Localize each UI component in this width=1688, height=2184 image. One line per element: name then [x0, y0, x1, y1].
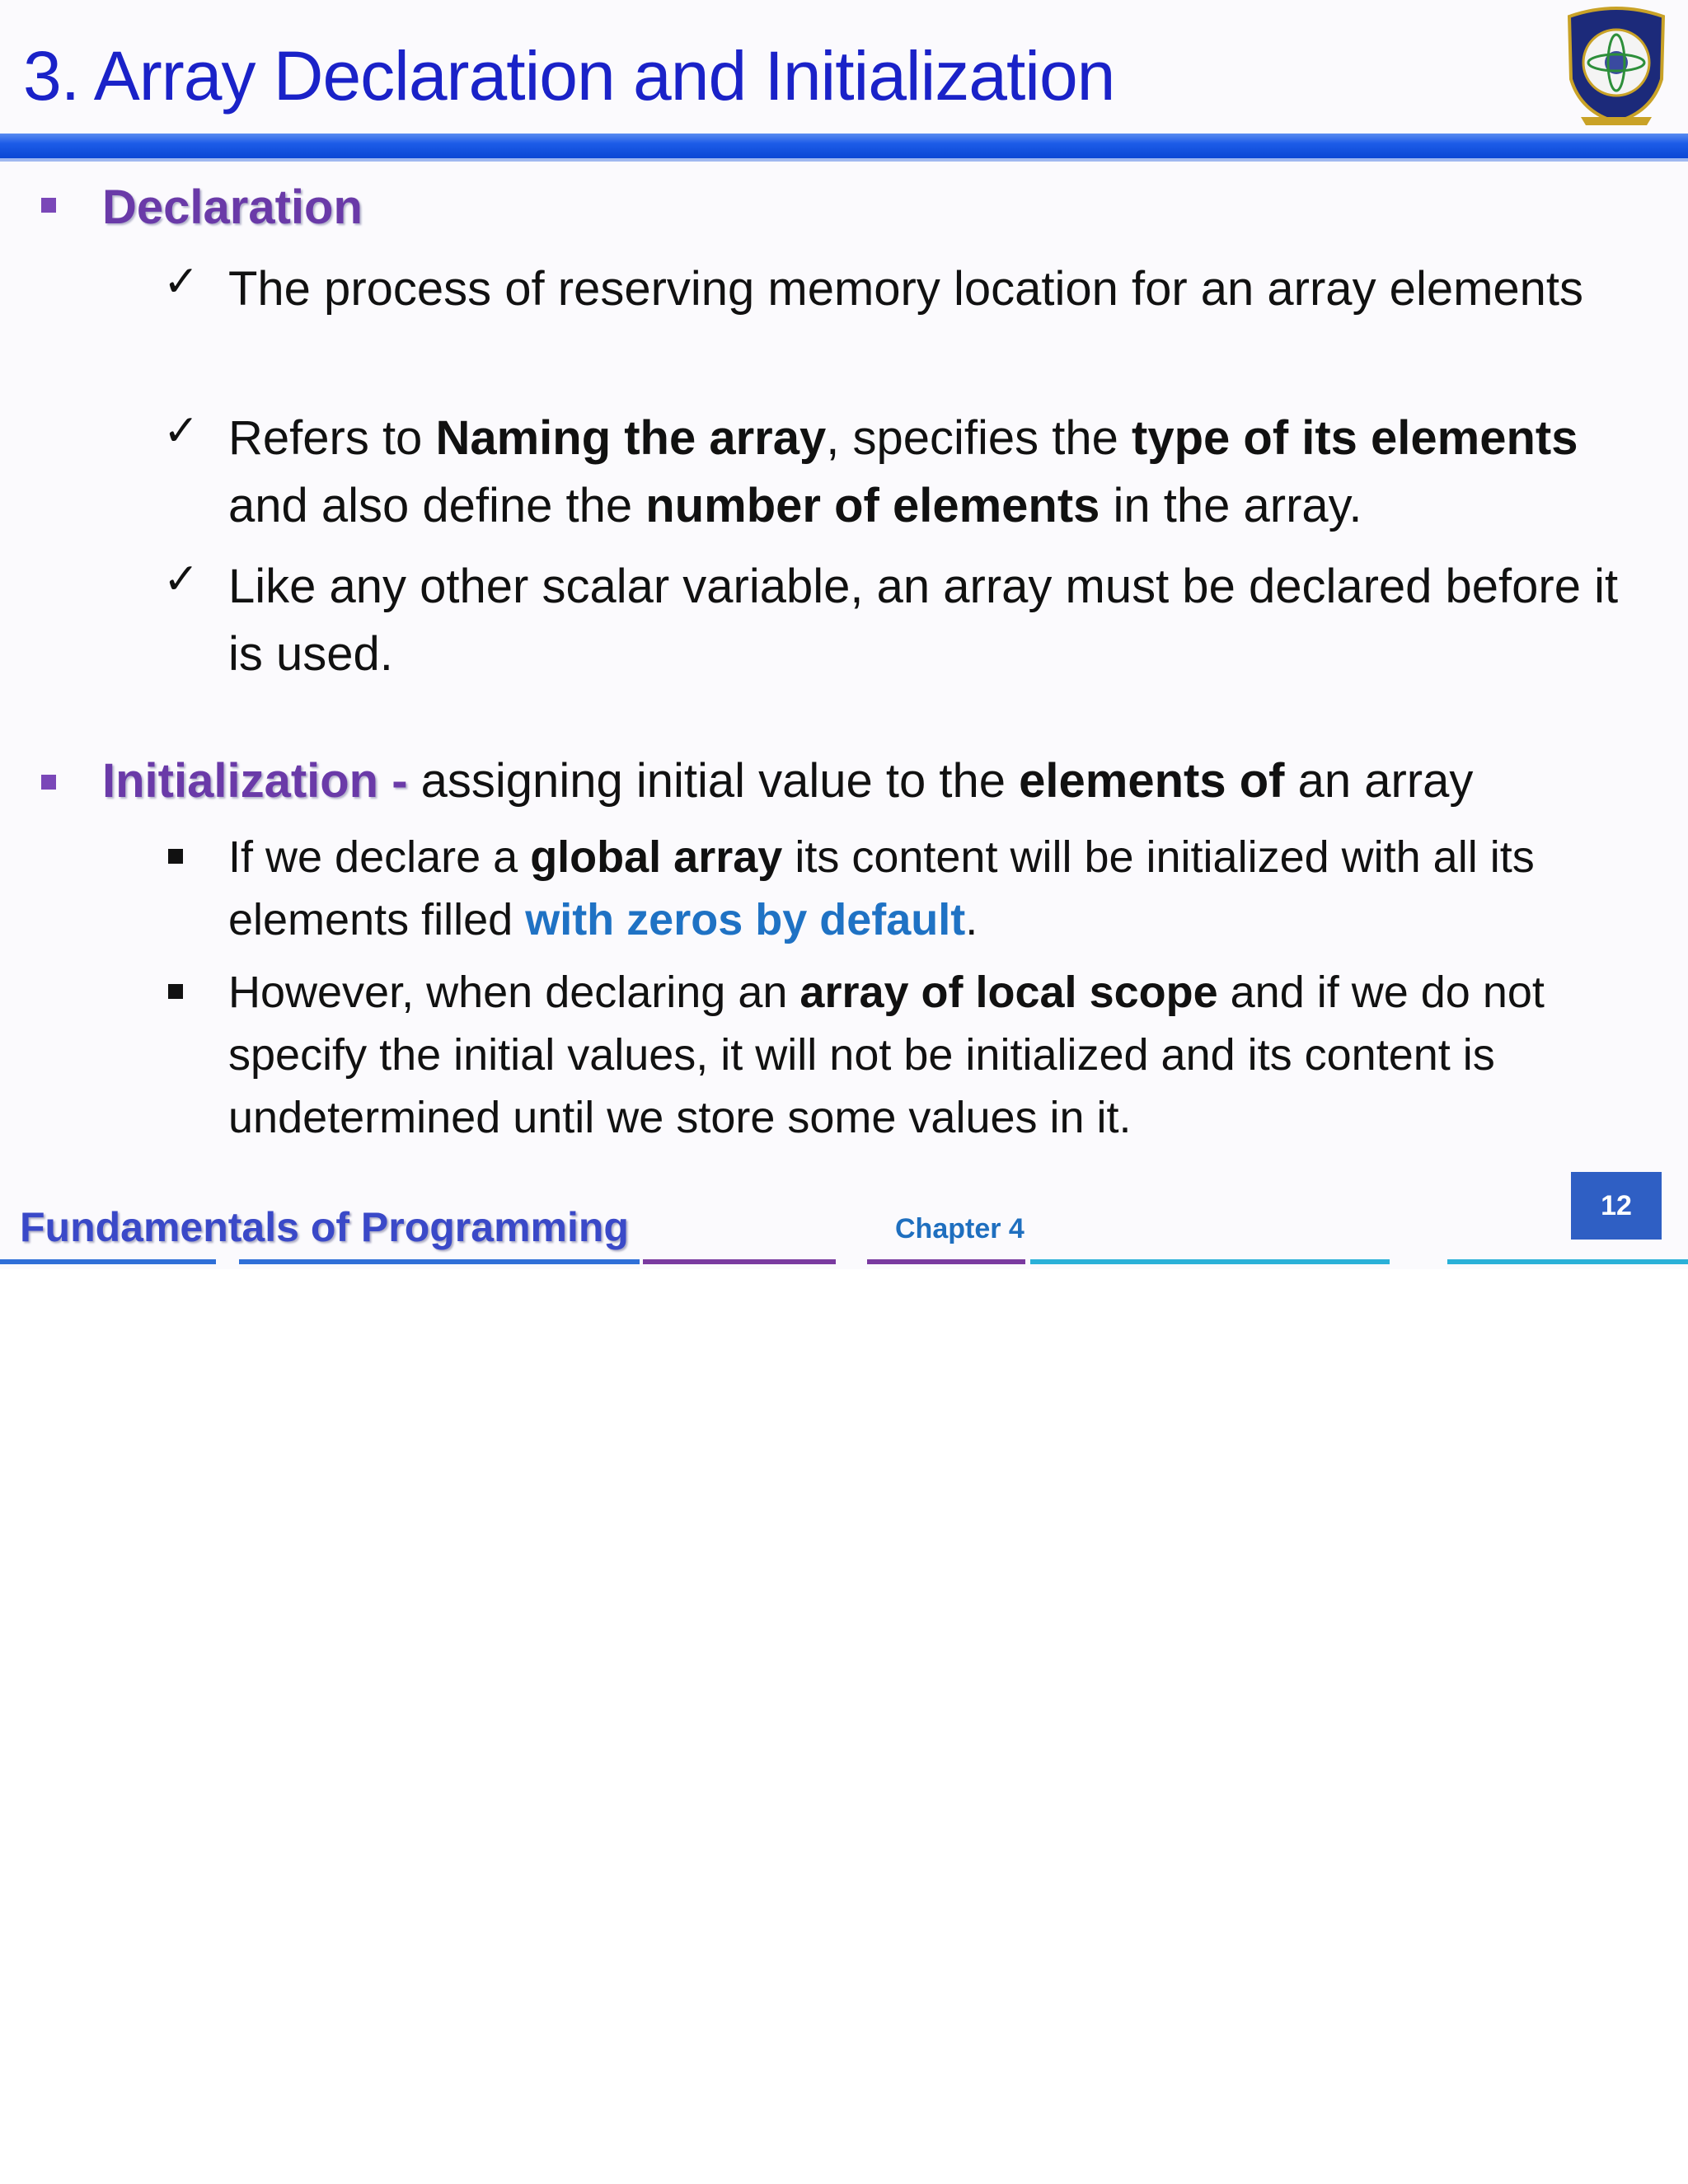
body-text: and also define the	[228, 479, 646, 532]
square-bullet-icon	[168, 849, 183, 864]
section-bullet	[41, 775, 56, 790]
initialization-intro-pre: assigning initial value to the	[407, 754, 1020, 808]
footer-line	[239, 1259, 640, 1264]
body-text: its content will be initialized with all its elements filled	[228, 832, 1535, 944]
university-crest-icon	[1561, 5, 1672, 129]
declaration-item	[228, 405, 1646, 540]
body-text: .	[965, 895, 978, 944]
footer-course-title: Fundamentals of Programming	[20, 1204, 629, 1250]
highlight-text: with zeros by default	[525, 895, 966, 944]
title-bar-underline	[0, 158, 1688, 162]
emphasis-text: number of elements	[645, 479, 1100, 532]
emphasis-text: Naming the array	[435, 411, 827, 465]
initialization-item	[228, 961, 1646, 1149]
body-text: and if we do not specify the initial values, it will not be initialized and its content is undetermined until we store some values in it.	[228, 968, 1545, 1142]
initialization-line	[102, 753, 1473, 808]
footer-line	[1447, 1259, 1688, 1264]
initialization-heading: Initialization -	[102, 754, 408, 808]
body-text: in the array.	[1100, 479, 1362, 532]
footer-chapter: Chapter 4	[895, 1213, 1025, 1244]
body-text: The process of reserving memory location for an array elements	[228, 262, 1584, 316]
section-bullet	[41, 198, 56, 213]
footer-line	[867, 1259, 1025, 1264]
emphasis-text: array of local scope	[799, 968, 1218, 1017]
check-icon: ✓	[163, 555, 199, 604]
square-bullet-icon	[168, 984, 183, 999]
initialization-intro-post: an array	[1284, 754, 1474, 808]
emphasis-text: type of its elements	[1132, 411, 1578, 465]
check-icon: ✓	[163, 257, 199, 307]
declaration-heading: Declaration	[102, 180, 363, 234]
check-icon: ✓	[163, 406, 199, 456]
body-text: If we declare a	[228, 832, 531, 882]
title-bar	[0, 134, 1688, 158]
footer-line	[643, 1259, 836, 1264]
declaration-item	[228, 553, 1646, 688]
declaration-item	[228, 255, 1646, 323]
body-text: Like any other scalar variable, an array must be declared before it is used.	[228, 560, 1619, 681]
emphasis-text: global array	[530, 832, 783, 882]
body-text: , specifies the	[826, 411, 1132, 465]
initialization-item	[228, 826, 1646, 951]
page-number: 12	[1571, 1172, 1662, 1240]
slide-title: 3. Array Declaration and Initialization	[23, 37, 1115, 115]
body-text: However, when declaring an	[228, 968, 800, 1017]
footer-line	[0, 1259, 216, 1264]
initialization-intro-bold: elements of	[1019, 754, 1285, 808]
footer-line	[1030, 1259, 1390, 1264]
body-text: Refers to	[228, 411, 436, 465]
